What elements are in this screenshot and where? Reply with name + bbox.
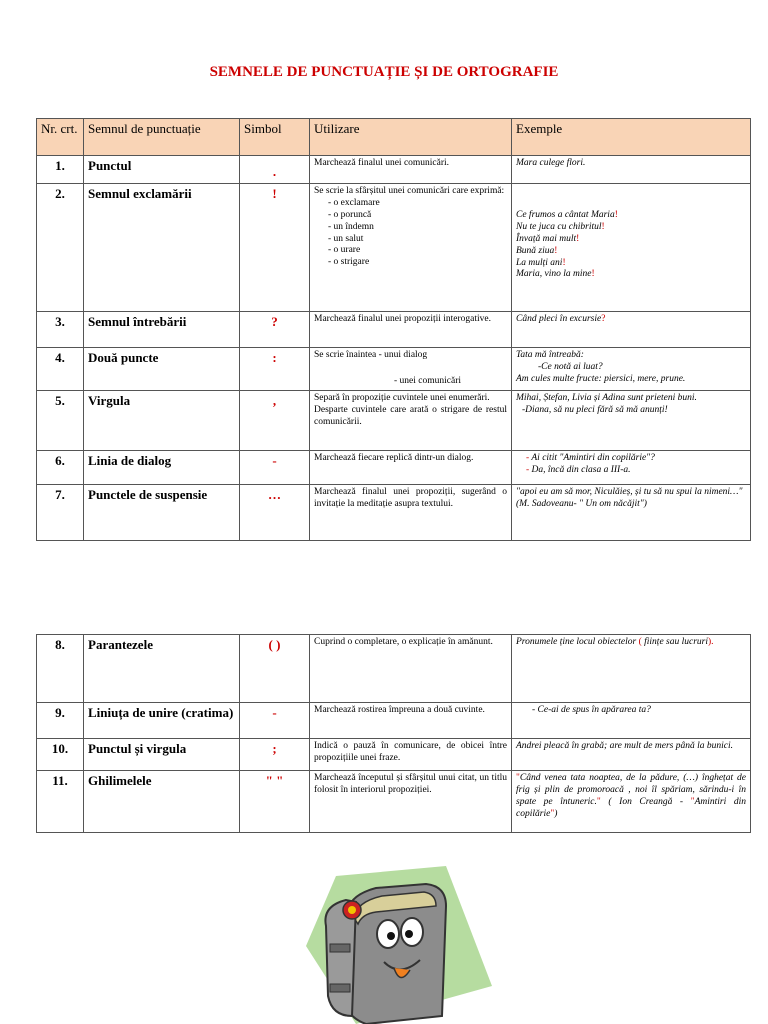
row-symbol: , <box>240 390 310 450</box>
list-item: - Da, încă din clasa a III-a. <box>526 465 746 477</box>
example-line: (M. Sadoveanu- " Un om năcăjit") <box>516 498 647 509</box>
row-example <box>512 184 751 312</box>
example-text: Când pleci în excursie <box>516 314 602 324</box>
row-number: 5. <box>37 390 84 450</box>
example-line: Nu te juca cu chibritul <box>516 221 602 232</box>
exclamation-mark: ! <box>554 245 558 256</box>
question-mark: ? <box>601 314 606 324</box>
row-example <box>512 348 751 391</box>
row-usage: Marchează finalul unei propoziții interogative. <box>310 312 512 348</box>
exclamation-mark: ! <box>614 210 618 220</box>
usage-list <box>314 198 507 269</box>
table-row <box>37 484 751 540</box>
list-item: - un salut <box>328 234 507 246</box>
usage-line: Separă în propoziție cuvintele unei enumerări. <box>314 392 490 403</box>
example-list <box>516 453 746 477</box>
row-sign-name: Parantezele <box>84 635 240 703</box>
example-line: "apoi eu am să mor, Niculăieș, și tu să nu spui la nimeni…" <box>516 486 743 497</box>
row-number: 2. <box>37 184 84 312</box>
header-simbol: Simbol <box>240 119 310 156</box>
row-symbol: - <box>240 450 310 484</box>
header-nr: Nr. crt. <box>37 119 84 156</box>
row-number: 1. <box>37 156 84 184</box>
example-line: -Ce notă ai luat? <box>538 361 603 372</box>
list-item: - o poruncă <box>328 210 507 222</box>
row-usage: Marchează finalul unei propoziții, sugerând o invitație la meditație asupra textului. <box>310 484 512 540</box>
row-number: 11. <box>37 771 84 833</box>
row-symbol: ( ) <box>240 635 310 703</box>
header-semnul: Semnul de punctuație <box>84 119 240 156</box>
example-text: Când venea tata noaptea, de la pădure, (…) înghețat de frig și plin de promoroacă , noi îl spăriam, sărindu-i în spate pe întuneric. <box>516 773 746 807</box>
table-row <box>37 156 751 184</box>
row-example <box>512 450 751 484</box>
row-symbol: - <box>240 703 310 739</box>
quote-mark: " <box>690 796 695 807</box>
table-row <box>37 450 751 484</box>
example-line: La mulți ani <box>516 257 563 268</box>
example-text: ( Ion Creangă - <box>600 796 691 807</box>
row-example: - Ce-ai de spus în apărarea ta? <box>512 703 751 739</box>
row-example <box>512 312 751 348</box>
row-usage: Marchează începutul și sfârșitul unui citat, un titlu folosit în interiorul propoziției. <box>310 771 512 833</box>
row-example <box>512 390 751 450</box>
row-sign-name: Semnul întrebării <box>84 312 240 348</box>
table-row <box>37 312 751 348</box>
row-number: 7. <box>37 484 84 540</box>
book-icon <box>325 884 446 1024</box>
example-line: Ce frumos a cântat Maria <box>516 210 615 220</box>
usage-intro: Se scrie la sfârșitul unei comunicări care exprimă: <box>314 186 505 196</box>
row-example: Andrei pleacă în grabă; are mult de mers până la bunici. <box>512 739 751 771</box>
table-row <box>37 635 751 703</box>
row-usage <box>310 348 512 391</box>
row-symbol: . <box>240 156 310 184</box>
example-line: Maria, vino la mine <box>516 269 592 280</box>
example-text: ființe sau lucruri <box>641 637 709 647</box>
row-number: 10. <box>37 739 84 771</box>
row-usage: Marchează finalul unei comunicări. <box>310 156 512 184</box>
list-item: - un îndemn <box>328 222 507 234</box>
row-usage: Marchează fiecare replică dintr-un dialog. <box>310 450 512 484</box>
row-sign-name: Punctul și virgula <box>84 739 240 771</box>
paren-close: ). <box>708 637 714 647</box>
table-row <box>37 184 751 312</box>
row-symbol: : <box>240 348 310 391</box>
row-number: 3. <box>37 312 84 348</box>
usage-line: - unei comunicări <box>394 375 462 386</box>
exclamation-mark: ! <box>576 233 580 244</box>
row-number: 8. <box>37 635 84 703</box>
row-example <box>512 635 751 703</box>
table-row <box>37 390 751 450</box>
punctuation-table-1 <box>36 118 751 541</box>
book-mascot-illustration <box>296 866 492 1024</box>
row-symbol: " " <box>240 771 310 833</box>
list-item: - o strigare <box>328 257 507 269</box>
paren-open: ( <box>638 637 642 647</box>
row-usage: Cuprind o completare, o explicație în amănunt. <box>310 635 512 703</box>
example-line: Mihai, Ștefan, Livia și Adina sunt prieteni buni. <box>516 392 697 403</box>
row-usage: Marchează rostirea împreuna a două cuvinte. <box>310 703 512 739</box>
row-sign-name: Ghilimelele <box>84 771 240 833</box>
table-row <box>37 739 751 771</box>
row-example: Mara culege flori. <box>512 156 751 184</box>
example-line: Învață mai mult <box>516 233 577 244</box>
row-sign-name: Două puncte <box>84 348 240 391</box>
row-symbol: ; <box>240 739 310 771</box>
row-usage <box>310 390 512 450</box>
table-header <box>37 119 751 156</box>
example-line: Am cules multe fructe: piersici, mere, prune. <box>516 373 686 384</box>
quote-mark: " <box>550 808 555 819</box>
example-text: Pronumele ține locul obiectelor <box>516 637 637 647</box>
example-line: Bună ziua <box>516 245 555 256</box>
example-line: -Diana, să nu pleci fără să mă anunți! <box>522 404 668 415</box>
row-symbol: … <box>240 484 310 540</box>
row-example <box>512 484 751 540</box>
punctuation-table-2 <box>36 634 751 833</box>
page-title: SEMNELE DE PUNCTUAȚIE ȘI DE ORTOGRAFIE <box>209 64 559 80</box>
row-number: 4. <box>37 348 84 391</box>
list-item: - o urare <box>328 245 507 257</box>
example-text: ) <box>554 808 558 819</box>
exclamation-mark: ! <box>591 269 595 280</box>
row-sign-name: Liniuța de unire (cratima) <box>84 703 240 739</box>
header-utilizare: Utilizare <box>310 119 512 156</box>
list-item: - Ai citit "Amintiri din copilărie"? <box>526 453 746 465</box>
example-text: Amintiri din copilărie <box>516 796 747 819</box>
row-example <box>512 771 751 833</box>
list-item: - o exclamare <box>328 198 507 210</box>
row-sign-name: Linia de dialog <box>84 450 240 484</box>
usage-line: Desparte cuvintele care arată o strigare de restul comunicării. <box>314 404 507 427</box>
row-usage: Indică o pauză în comunicare, de obicei între propozițiile unei fraze. <box>310 739 512 771</box>
row-sign-name: Semnul exclamării <box>84 184 240 312</box>
header-exemple: Exemple <box>512 119 751 156</box>
row-number: 9. <box>37 703 84 739</box>
exclamation-mark: ! <box>562 257 566 268</box>
usage-line: Se scrie înaintea - unui dialog <box>314 350 428 360</box>
table-row <box>37 771 751 833</box>
quote-mark: " <box>516 773 520 783</box>
table-row <box>37 348 751 391</box>
row-usage <box>310 184 512 312</box>
row-sign-name: Virgula <box>84 390 240 450</box>
row-sign-name: Punctele de suspensie <box>84 484 240 540</box>
example-line: Tata mă întreabă: <box>516 350 584 360</box>
row-sign-name: Punctul <box>84 156 240 184</box>
exclamation-mark: ! <box>601 221 605 232</box>
row-symbol: ? <box>240 312 310 348</box>
quote-mark: " <box>596 796 601 807</box>
table-row <box>37 703 751 739</box>
row-symbol: ! <box>240 184 310 312</box>
row-number: 6. <box>37 450 84 484</box>
